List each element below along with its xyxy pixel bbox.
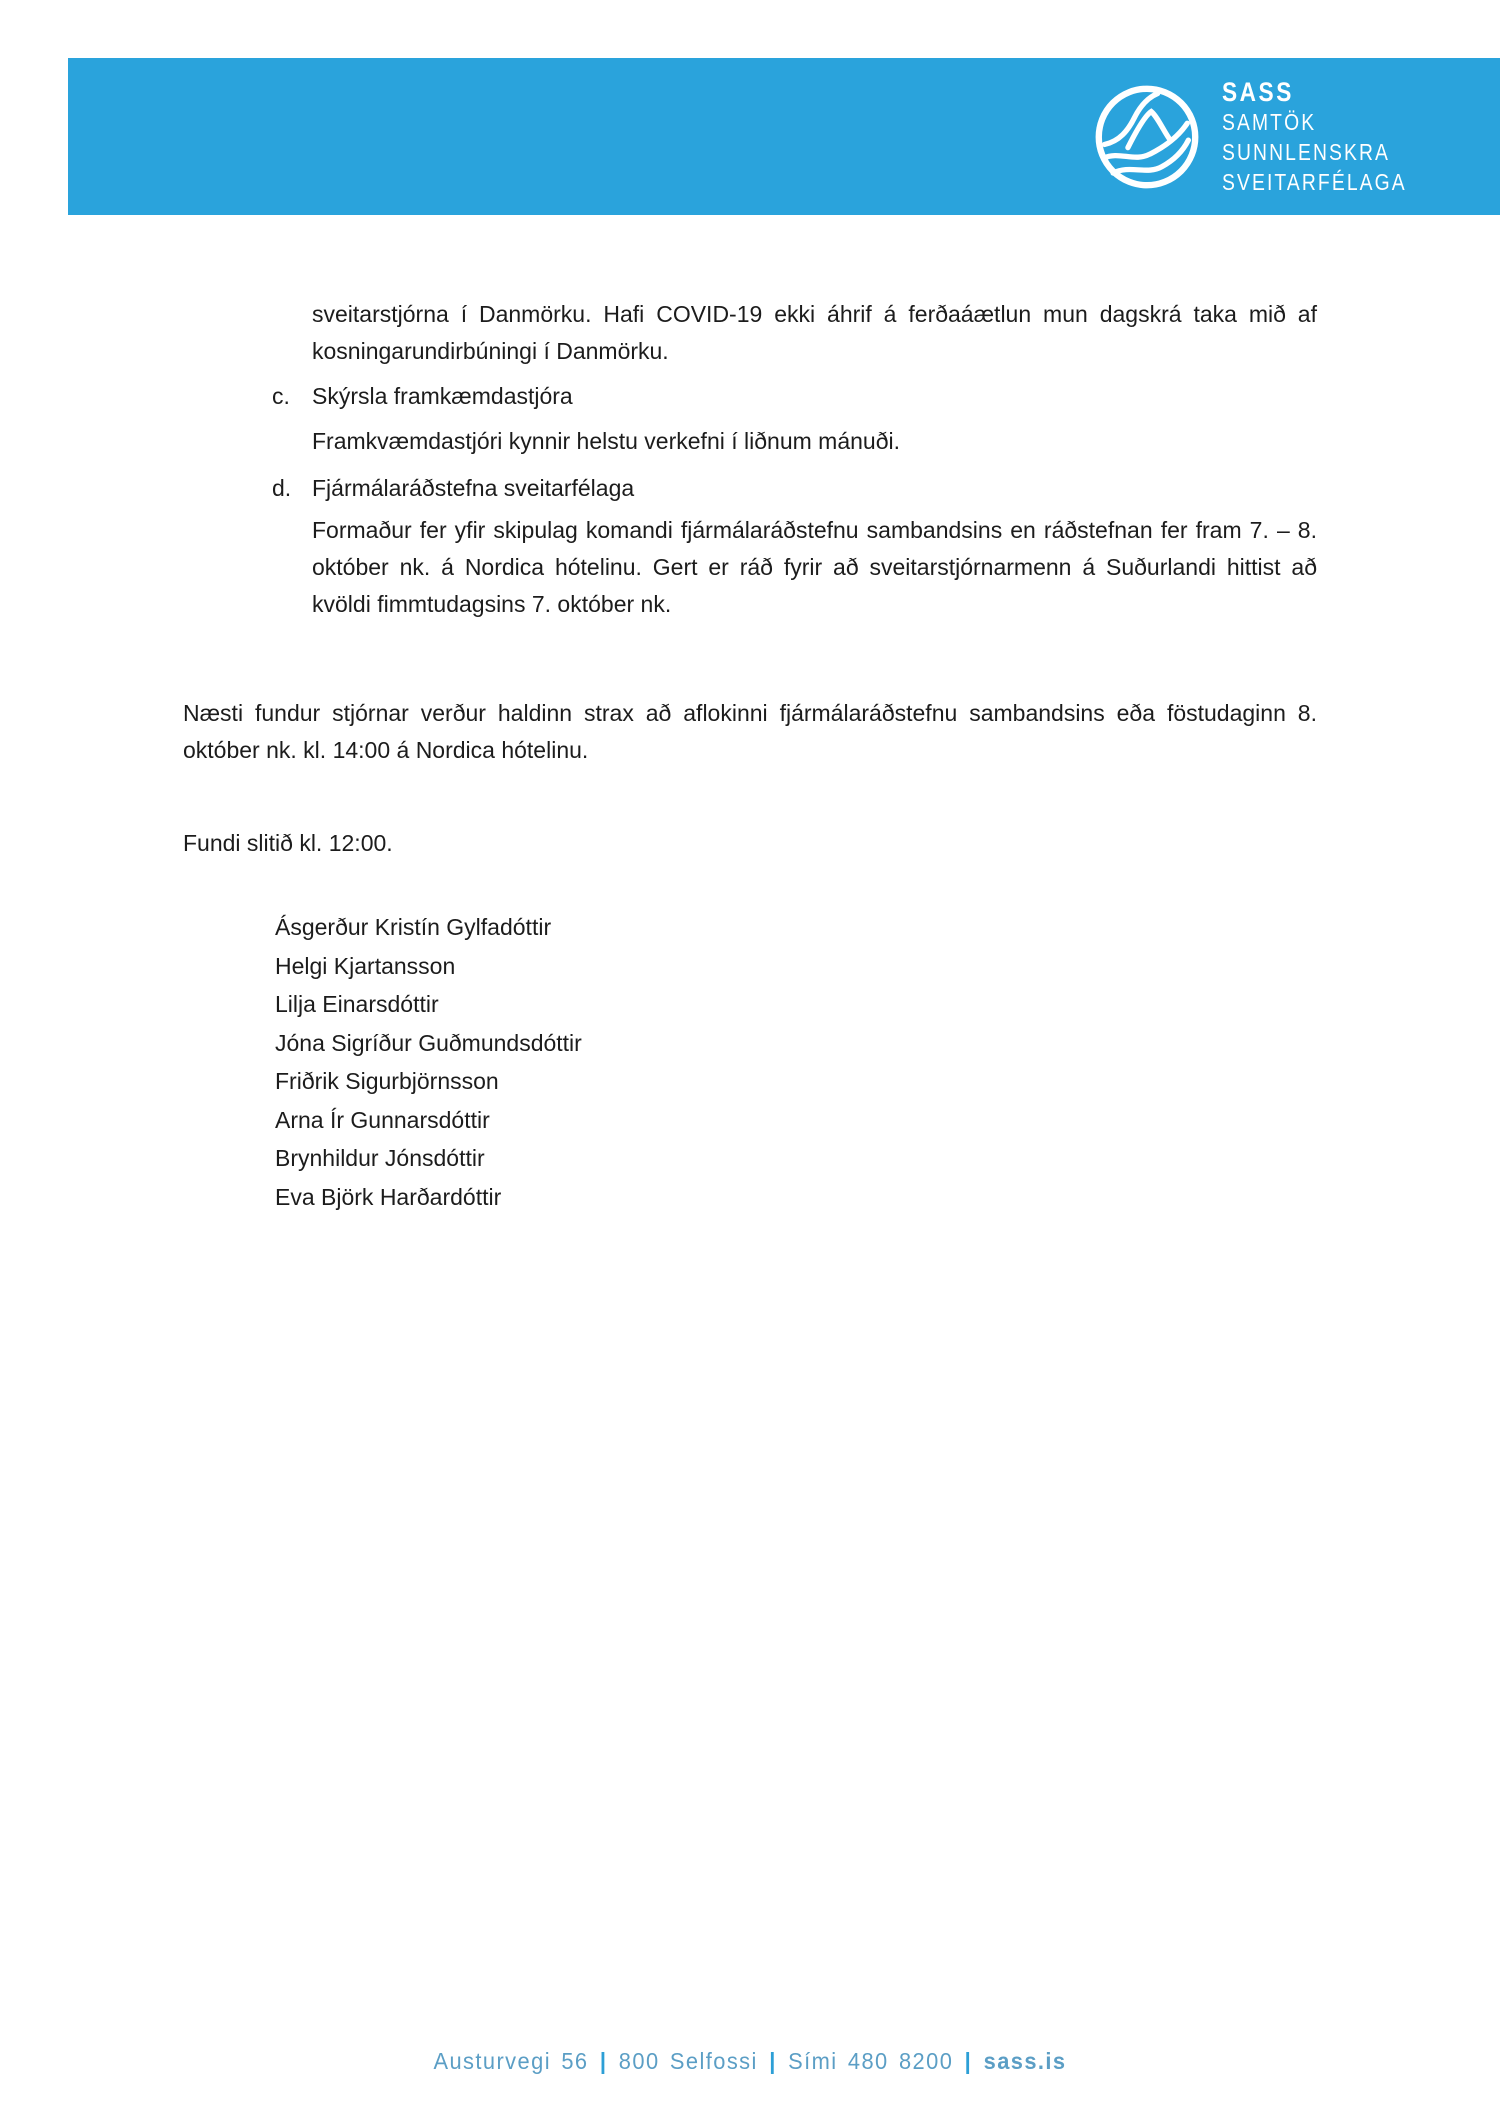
agenda-item-title: Fjármálaráðstefna sveitarfélaga [312, 475, 635, 501]
agenda-item-d [183, 470, 1317, 507]
header-banner [68, 58, 1500, 215]
sass-waves-circle-icon [1094, 84, 1200, 190]
sass-logo [1094, 77, 1442, 197]
agenda-item-marker: d. [272, 475, 292, 501]
signatory-name: Jóna Sigríður Guðmundsdóttir [275, 1029, 582, 1056]
logo-name-line: SVEITARFÉLAGA [1222, 168, 1407, 195]
footer-separator: | [964, 2048, 973, 2074]
signatory-list [275, 908, 582, 1216]
logo-acronym: SASS [1222, 76, 1294, 107]
signatory-name: Helgi Kjartansson [275, 952, 456, 979]
footer-contact-line [38, 2048, 1463, 2075]
closing-line: Fundi slitið kl. 12:00. [183, 830, 393, 856]
logo-text [1222, 77, 1407, 197]
signatory-name: Arna Ír Gunnarsdóttir [275, 1106, 490, 1133]
signatory-name: Brynhildur Jónsdóttir [275, 1145, 485, 1171]
footer-separator: | [769, 2048, 777, 2074]
agenda-item-d-detail: Formaður fer yfir skipulag komandi fjármálaráðstefnu sambandsins en ráðstefnan fer fram 7. – 8. október nk. á Nordica hótelinu. Gert er ráð fyrir að sveitarstjórnarmenn á Suðurlandi hittist að kvöldi fimmtudagsins 7. október nk. [312, 517, 1317, 617]
agenda-item-title: Skýrsla framkæmdastjóra [312, 383, 573, 409]
footer-postal-town: 800 Selfossi [618, 2048, 758, 2074]
agenda-item-c-detail: Framkvæmdastjóri kynnir helstu verkefni í liðnum mánuði. [312, 428, 900, 454]
footer-address: Austurvegi 56 [433, 2048, 589, 2074]
paragraph-next-meeting: Næsti fundur stjórnar verður haldinn strax að aflokinni fjármálaráðstefnu sambandsins eða föstudaginn 8. október nk. kl. 14:00 á Nordica hótelinu. [183, 700, 1317, 763]
footer-website: sass.is [983, 2048, 1067, 2074]
footer-separator: | [599, 2048, 608, 2074]
agenda-item-marker: c. [272, 383, 290, 409]
signatory-name: Friðrik Sigurbjörnsson [275, 1068, 499, 1094]
agenda-item-c [183, 378, 1317, 415]
signatory-name: Ásgerður Kristín Gylfadóttir [275, 914, 552, 940]
logo-name-line: SUNNLENSKRA [1222, 138, 1391, 165]
logo-name-line: SAMTÖK [1222, 108, 1317, 135]
signatory-name: Eva Björk Harðardóttir [275, 1183, 502, 1210]
signatory-name: Lilja Einarsdóttir [275, 991, 439, 1017]
paragraph-travel-note: sveitarstjórna í Danmörku. Hafi COVID-19 ekki áhrif á ferðaáætlun mun dagskrá taka mið af kosningarundirbúningi í Danmörku. [312, 301, 1317, 364]
footer-phone: Sími 480 8200 [788, 2048, 954, 2074]
